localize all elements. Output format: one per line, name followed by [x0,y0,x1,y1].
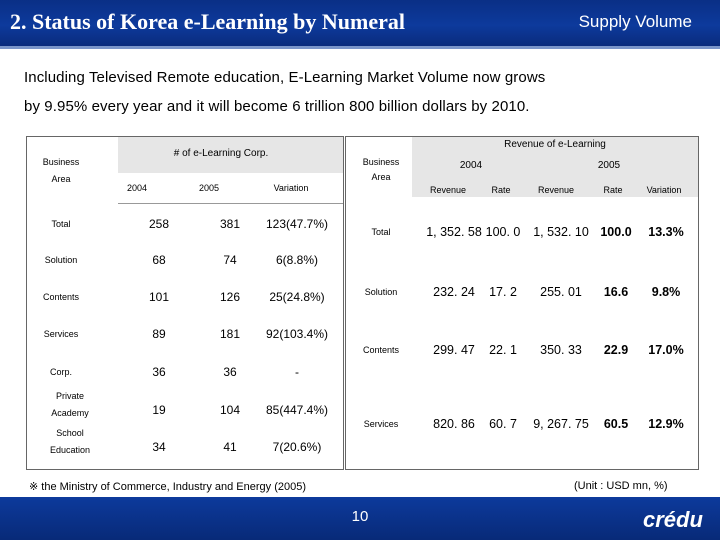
corp-table-title: # of e-Learning Corp. [173,148,269,159]
cell-2005: 104 [219,403,241,417]
cell-rate-2005: 16.6 [603,285,629,299]
intro-line-1: Including Televised Remote education, E-Learning Market Volume now grows [24,69,546,86]
col-variation: Variation [646,185,682,195]
cell-rate-2005: 22.9 [603,343,629,357]
cell-variation: - [295,365,299,379]
header-bar [0,0,720,46]
revenue-table-title: Revenue of e-Learning [504,139,606,150]
cell-variation: 7(20.6%) [272,440,322,454]
page-number: 10 [351,508,369,525]
row-label: Academy [51,408,89,418]
cell-rate-2004: 100. 0 [485,225,521,239]
col-2005: 2005 [198,183,220,193]
row-label: School [56,428,84,438]
row-label: Total [51,219,71,229]
cell-revenue-2005: 1, 532. 10 [533,225,589,239]
cell-revenue-2005: 255. 01 [540,285,582,299]
cell-revenue-2004: 232. 24 [433,285,475,299]
year-2004: 2004 [459,160,483,171]
cell-2004: 89 [152,327,166,341]
cell-revenue-2004: 299. 47 [433,343,475,357]
row-label: Services [43,329,79,339]
cell-rate-2004: 60. 7 [489,417,517,431]
cell-variation: 17.0% [648,343,684,357]
cell-variation: 25(24.8%) [269,290,325,304]
cell-2005: 126 [219,290,241,304]
cell-2004: 258 [148,217,170,231]
row-label: Corp. [49,367,73,377]
row-label: Solution [364,287,398,297]
cell-variation: 85(447.4%) [265,403,329,417]
cell-2004: 19 [152,403,166,417]
col-2004: 2004 [126,183,148,193]
source-footnote: ※ the Ministry of Commerce, Industry and Energy (2005) [29,481,306,493]
corp-count-table [26,136,344,470]
business-area-label-1: Business [42,157,80,167]
revenue-table [345,136,699,470]
year-2005: 2005 [597,160,621,171]
cell-rate-2005: 60.5 [603,417,629,431]
col-rate-2005: Rate [603,185,623,195]
page-title: 2. Status of Korea e-Learning by Numeral [10,9,405,34]
cell-variation: 12.9% [648,417,684,431]
cell-rate-2005: 100.0 [600,225,632,239]
header-divider [0,46,720,49]
cell-2005: 381 [219,217,241,231]
cell-2004: 68 [152,253,166,267]
cell-variation: 13.3% [648,225,684,239]
row-label: Solution [44,255,78,265]
credu-logo: crédu [643,507,703,532]
cell-rate-2004: 17. 2 [489,285,517,299]
cell-variation: 9.8% [651,285,681,299]
row-label: Private [55,391,85,401]
cell-revenue-2004: 820. 86 [433,417,475,431]
cell-2005: 41 [223,440,237,454]
col-variation: Variation [273,183,309,193]
cell-revenue-2004: 1, 352. 58 [426,225,482,239]
cell-2005: 36 [223,365,237,379]
cell-revenue-2005: 9, 267. 75 [533,417,589,431]
cell-2005: 74 [223,253,237,267]
business-area-label-2: Area [371,172,391,182]
page-subtitle: Supply Volume [578,12,692,31]
col-revenue-2005: Revenue [537,185,575,195]
row-label: Total [371,227,391,237]
col-revenue-2004: Revenue [429,185,467,195]
business-area-label-2: Area [51,174,71,184]
col-rate-2004: Rate [491,185,511,195]
intro-paragraph [24,63,704,121]
cell-variation: 6(8.8%) [275,253,319,267]
row-label: Education [49,445,91,455]
cell-2004: 36 [152,365,166,379]
cell-2005: 181 [219,327,241,341]
cell-revenue-2005: 350. 33 [540,343,582,357]
row-label: Contents [42,292,80,302]
row-label: Services [363,419,399,429]
intro-line-2: by 9.95% every year and it will become 6 trillion 800 billion dollars by 2010. [24,98,530,115]
cell-variation: 123(47.7%) [265,217,329,231]
cell-rate-2004: 22. 1 [489,343,517,357]
cell-2004: 34 [152,440,166,454]
row-label: Contents [362,345,400,355]
cell-variation: 92(103.4%) [265,327,329,341]
business-area-label-1: Business [362,157,400,167]
unit-note: (Unit : USD mn, %) [574,480,668,492]
corp-header-rule [118,203,343,204]
cell-2004: 101 [148,290,170,304]
